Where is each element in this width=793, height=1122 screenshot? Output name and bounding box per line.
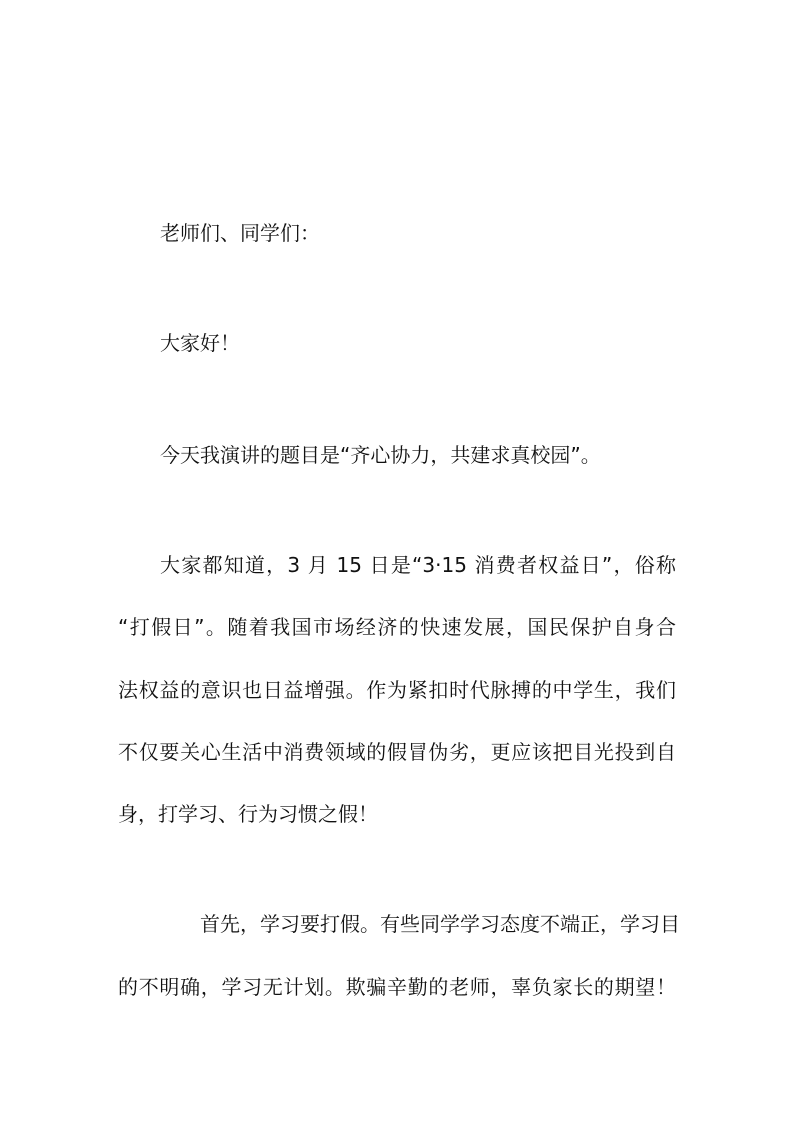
paragraph-line: 的不明确，学习无计划。欺骗辛勤的老师，辜负家长的期望！	[118, 975, 676, 999]
greeting: 大家好！	[160, 331, 240, 355]
paragraph-line: 首先，学习要打假。有些同学学习态度不端正，学习目	[200, 912, 680, 936]
speech-topic: 今天我演讲的题目是“齐心协力，共建求真校园”。	[160, 443, 601, 467]
paragraph-line: 身，打学习、行为习惯之假！	[118, 802, 378, 826]
paragraph-line: 不仅要关心生活中消费领域的假冒伪劣，更应该把目光投到自	[118, 740, 676, 764]
paragraph-line: 大家都知道，3 月 15 日是“3·15 消费者权益日”，俗称	[160, 553, 676, 577]
paragraph-line: 法权益的意识也日益增强。作为紧扣时代脉搏的中学生，我们	[118, 678, 676, 702]
salutation: 老师们、同学们：	[160, 221, 320, 245]
paragraph-line: “打假日”。随着我国市场经济的快速发展，国民保护自身合	[118, 615, 676, 639]
